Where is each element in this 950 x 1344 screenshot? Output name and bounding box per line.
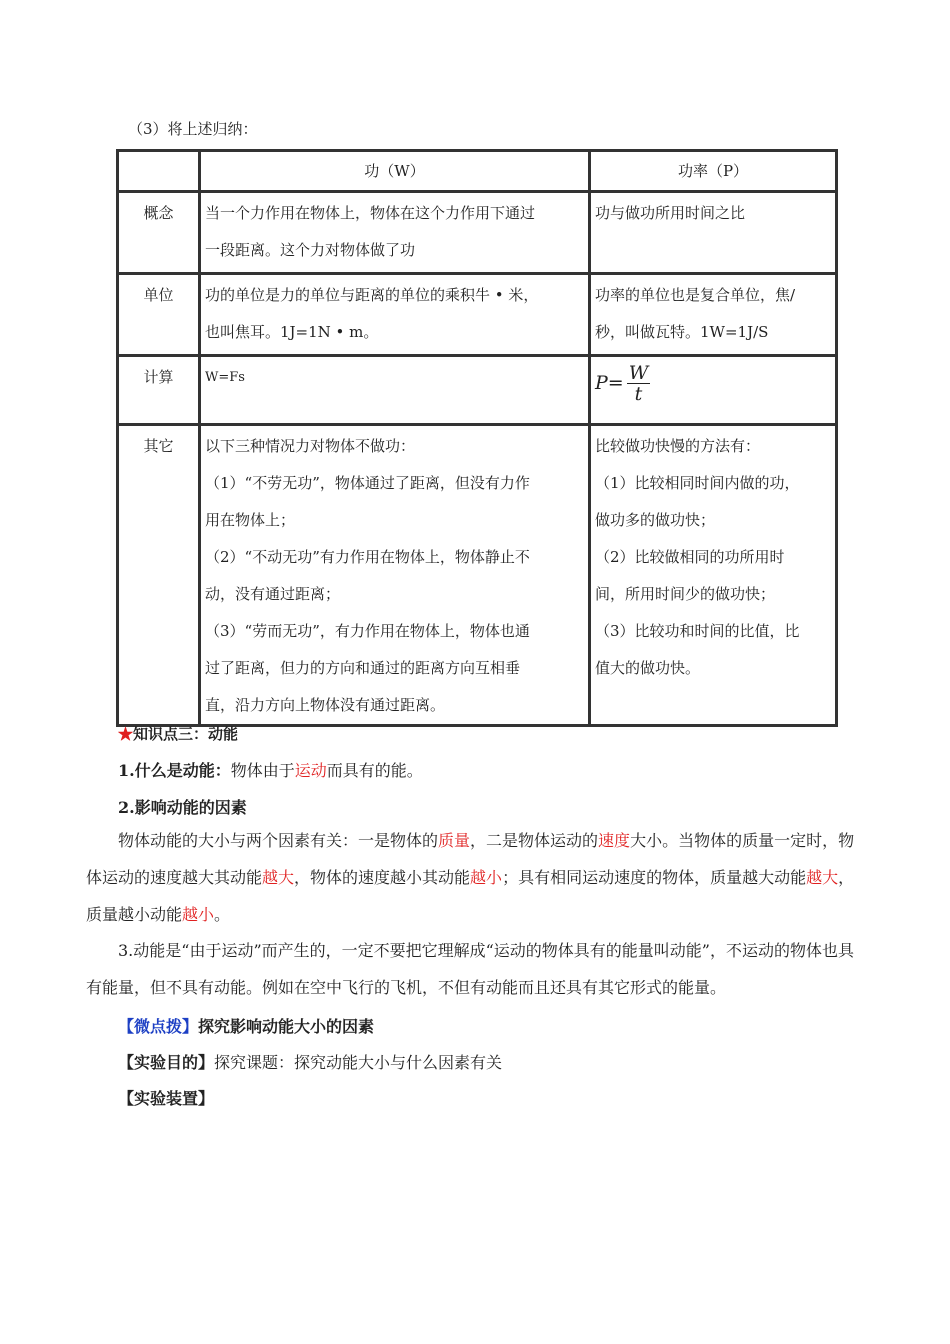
para-text: ，质量越小动能 [86, 868, 855, 924]
definition-text: 而具有的能。 [326, 761, 423, 780]
cell-line: 直，沿力方向上物体没有通过距离。 [205, 696, 446, 714]
para-text: ，物体的速度越小其动能 [294, 868, 471, 887]
cell-work-concept [200, 192, 590, 274]
kinetic-definition [118, 752, 866, 789]
cell-line: 功率的单位也是复合单位，焦/ [595, 286, 796, 304]
para-text: 大小。当物体的质量一定时，物体运动的速度越大其动能 [86, 831, 855, 887]
section-title [118, 716, 898, 753]
cell-line: 一段距离。这个力对物体做了功 [205, 241, 416, 259]
cell-line: 也叫焦耳。1J=1N • m。 [205, 323, 379, 341]
table-row [118, 425, 836, 725]
apparatus-label: 【实验装置】 [118, 1089, 215, 1108]
table-row [118, 192, 836, 274]
highlight-text: 速度 [598, 831, 631, 850]
factors-heading: 2.影响动能的因素 [118, 798, 247, 817]
cell-line: （3）比较功和时间的比值，比 [595, 622, 800, 640]
tip-title: 探究影响动能大小的因素 [198, 1017, 375, 1036]
cell-work-unit [200, 274, 590, 356]
summary-heading: （3）将上述归纳： [128, 120, 258, 138]
cell-power-calc [590, 356, 836, 425]
cell-line: 当一个力作用在物体上，物体在这个力作用下通过 [205, 204, 536, 222]
cell-line: 功与做功所用时间之比 [595, 204, 746, 222]
purpose-line [118, 1044, 866, 1081]
highlight-text: 越小 [470, 868, 503, 887]
highlight-text: 运动 [294, 761, 327, 780]
row-label-other: 其它 [118, 425, 200, 725]
cell-line: （2）比较做相同的功所用时 [595, 548, 785, 566]
cell-line: （2）“不动无功”有力作用在物体上，物体静止不 [205, 548, 530, 566]
cell-line: 以下三种情况力对物体不做功： [205, 437, 416, 455]
highlight-text: 越小 [182, 905, 215, 924]
power-formula [595, 363, 650, 404]
para-text: ，二是物体运动的 [470, 831, 599, 850]
cell-line: （1）“不劳无功”，物体通过了距离，但没有力作 [205, 474, 530, 492]
tip-bracket: 【微点拨】 [118, 1017, 199, 1036]
definition-text: 物体由于 [230, 761, 295, 780]
cell-line: 秒，叫做瓦特。1W=1J/S [595, 323, 769, 341]
para-text: 。 [214, 905, 231, 924]
formula-numerator: W [628, 362, 649, 384]
cell-line: 间，所用时间少的做功快； [595, 585, 776, 603]
header-power: 功率（P） [590, 151, 836, 192]
cell-power-concept [590, 192, 836, 274]
formula-denominator: t [634, 383, 643, 405]
cell-line: 比较做功快慢的方法有： [595, 437, 761, 455]
cell-line: （3）“劳而无功”，有力作用在物体上，物体也通 [205, 622, 530, 640]
highlight-text: 质量 [438, 831, 471, 850]
purpose-label: 【实验目的】 [118, 1053, 215, 1072]
table-row [118, 274, 836, 356]
para-text: ；具有相同运动速度的物体，质量越大动能 [502, 868, 807, 887]
cell-line: 过了距离，但力的方向和通过的距离方向互相垂 [205, 659, 521, 677]
row-label-concept: 概念 [118, 192, 200, 274]
cell-work-calc [200, 356, 590, 425]
cell-line: 功的单位是力的单位与距离的单位的乘积牛 • 米， [205, 286, 539, 304]
kinetic-note-paragraph: 3.动能是“由于运动”而产生的，一定不要把它理解成“运动的物体具有的能量叫动能”，不运动的物体也具有能量，但不具有动能。例如在空中飞行的飞机，不但有动能而且还具有其它形式的能量。 [86, 941, 854, 997]
row-label-unit: 单位 [118, 274, 200, 356]
formula-fraction [627, 363, 651, 404]
table-header-row [118, 151, 836, 192]
highlight-text: 越大 [262, 868, 295, 887]
cell-power-unit [590, 274, 836, 356]
tip-heading [118, 1008, 866, 1045]
cell-line: （1）比较相同时间内做的功， [595, 474, 800, 492]
cell-line: 用在物体上； [205, 511, 296, 529]
purpose-text: 探究课题：探究动能大小与什么因素有关 [214, 1053, 503, 1072]
factors-paragraph [86, 822, 866, 933]
para-text: 物体动能的大小与两个因素有关：一是物体的 [118, 831, 439, 850]
row-label-calc: 计算 [118, 356, 200, 425]
table-row [118, 356, 836, 425]
formula-lhs: P= [595, 372, 624, 394]
work-power-table [116, 149, 838, 727]
cell-line: 动，没有通过距离； [205, 585, 341, 603]
definition-label: 1.什么是动能： [118, 761, 231, 780]
header-work: 功（W） [200, 151, 590, 192]
cell-line: W=Fs [205, 370, 245, 385]
cell-line: 值大的做功快。 [595, 659, 701, 677]
cell-line: 做功多的做功快； [595, 511, 716, 529]
star-icon: ★ [118, 725, 134, 743]
highlight-text: 越大 [806, 868, 839, 887]
header-empty [118, 151, 200, 192]
cell-work-other [200, 425, 590, 725]
cell-power-other [590, 425, 836, 725]
section-title-text: 知识点三：动能 [133, 725, 239, 743]
